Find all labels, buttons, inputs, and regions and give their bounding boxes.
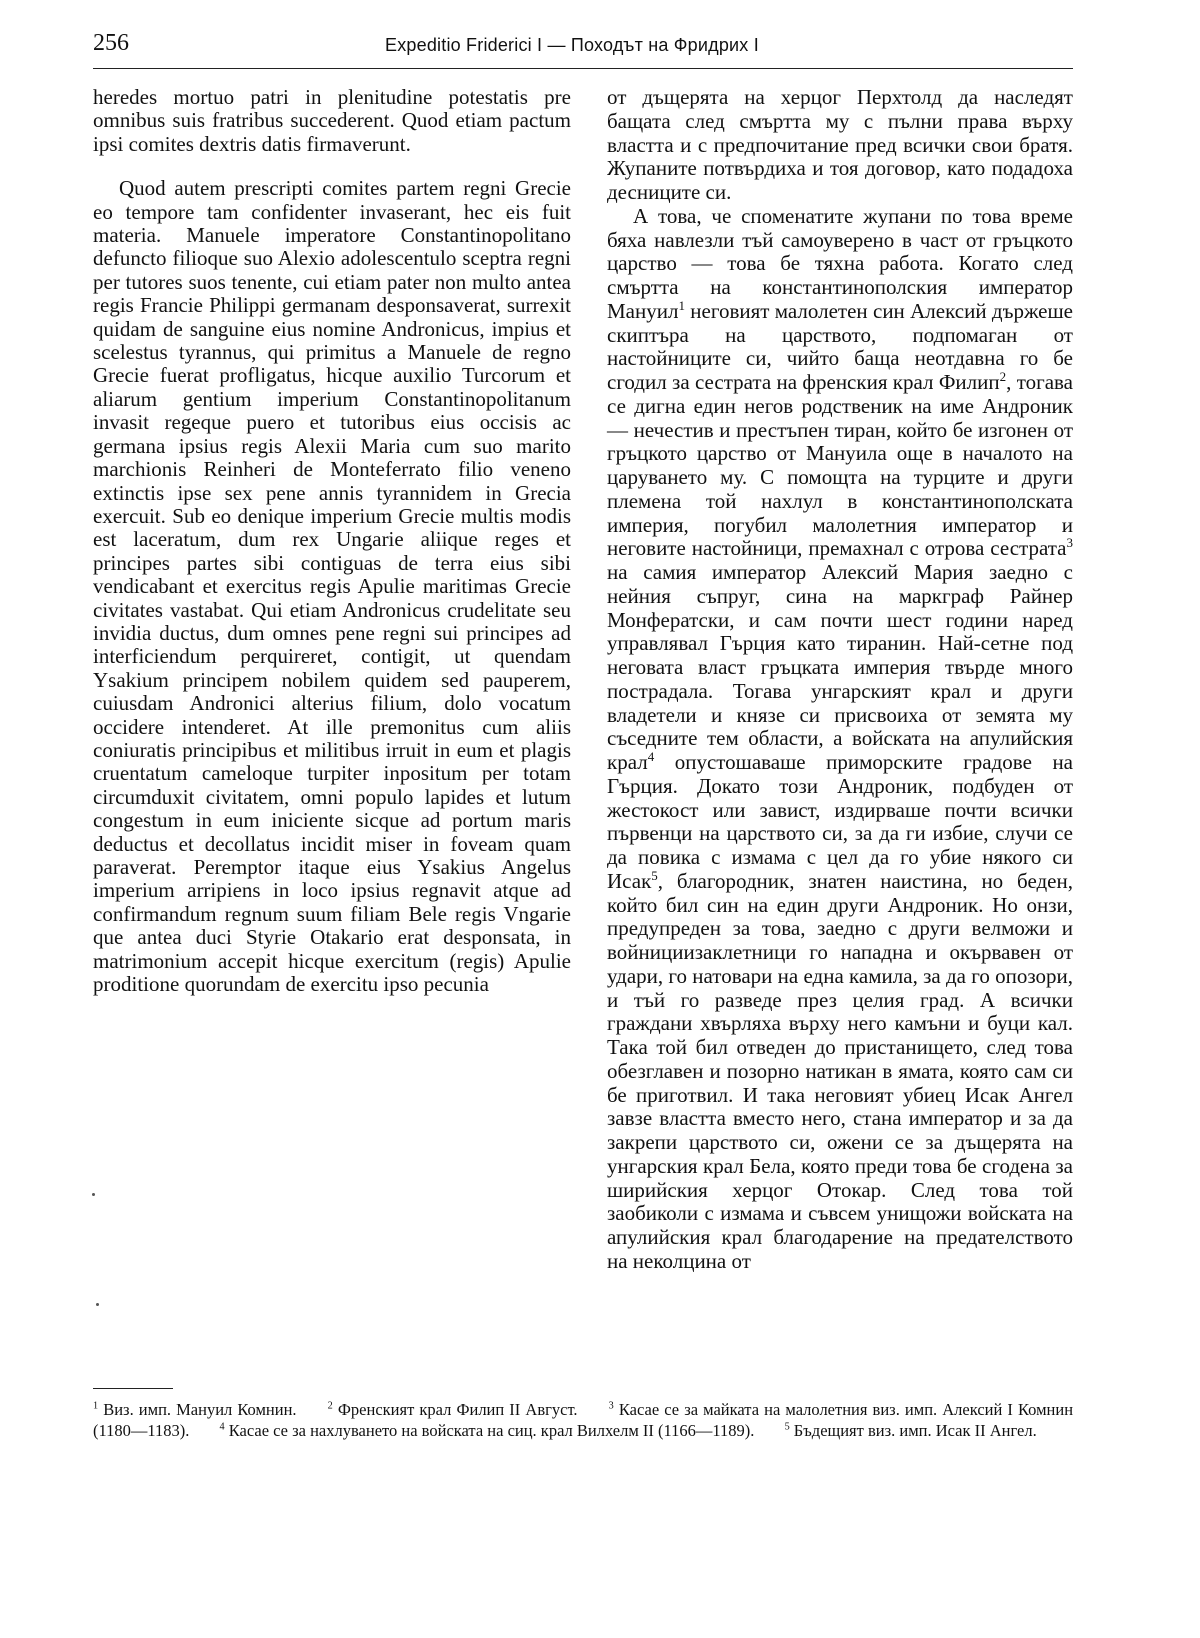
footnote-number: 4 [219, 1421, 225, 1433]
bulgarian-text-segment: неговият малолетен син Алексий държеше скиптъра на царството, подпомаган от настойниците си, чийто баща неотдавна го бе сгодил за сестрата на френския крал Филип [607, 298, 1073, 394]
footnote-text: Касае се за нахлуването на войската на сиц. крал Вилхелм II (1166—1189). [228, 1421, 755, 1440]
bulgarian-text-segment: , благородник, знатен наистина, но беден, който бил син на един други Андроник. Но онзи, предупреден за това, заедно с други велможи и войнициизаклетници го нападна и окървавен от удари, го натовари на една камила, за да го опозори, и тъй го разведе през целия град. А всички граждани хвърляха върху него камъни и буци кал. Така той бил отведен до пристанището, след това обезглавен и позорно натикан в ямата, която сам си бе приготвил. И така неговият убиец Исак Ангел завзе властта вместо него, стана император и за да закрепи царството си, ожени се за дъщерята на унгарския крал Бела, която преди това бе сгодена за ширийския херцог Отокар. След това той заобиколи с измама и съвсем унищожи войската на апулийския крал благодарение на предателството на неколцина от [607, 868, 1073, 1273]
bulgarian-text-segment: опустошаваше приморските градове на Гърция. Докато този Андроник, подбуден от жестокост или завист, издирваше почти всички първенци на царството си, за да ги избие, случи се да повика с измама с цел да го убие някого си Исак [607, 750, 1073, 893]
scan-speck [96, 1303, 99, 1306]
footnote-number: 1 [93, 1400, 99, 1412]
page-number: 256 [93, 30, 129, 56]
footnote-ref-3: 3 [1066, 535, 1073, 551]
footnote-number: 5 [784, 1421, 790, 1433]
footnote-text: Виз. имп. Мануил Комнин. [103, 1400, 297, 1419]
footnote-text: Френският крал Филип II Август. [337, 1400, 578, 1419]
footnote-1 [93, 1400, 297, 1419]
latin-paragraph-1: heredes mortuo patri in plenitudine potestatis pre omnibus suis fratribus succederent. Quod etiam pactum ipsi comites dextris datis firmaverunt. [93, 85, 571, 156]
latin-column [93, 86, 571, 996]
footnote-text: Бъдещият виз. имп. Исак II Ангел. [793, 1421, 1037, 1440]
footnote-rule [93, 1388, 173, 1389]
bulgarian-column [607, 86, 1073, 1274]
bulgarian-text-segment: на самия император Алексий Мария заедно с нейния съпруг, сина на маркграф Райнер Монфератски, и сам почти шест години наред управлявал Гърция като тиранин. Най-сетне под неговата власт гръцката империя твърде много пострадала. Тогава унгарският крал и други владетели и князе си присвоиха от земята му съседните тем области, а войската на апулийския крал [607, 560, 1073, 774]
footnotes [93, 1399, 1073, 1441]
footnote-2 [328, 1400, 578, 1419]
footnote-ref-1: 1 [678, 297, 685, 313]
scan-speck [92, 1193, 95, 1196]
bulgarian-paragraph-1: от дъщерята на херцог Перхтолд да наследят бащата след смъртта му с пълни права върху властта и с предпочитание пред всички свои братя. Жупаните потвърдиха и тоя договор, като подадоха десниците си. [607, 85, 1073, 204]
footnote-number: 2 [327, 1400, 333, 1412]
bulgarian-text-segment: , тогава се дигна един негов родственик на име Андроник — нечестив и престъпен тиран, който бе изгонен от гръцкото царство от Мануила още в началото на царуването му. С помощта на турците и други племена той нахлул в константинополската империя, погубил малолетния император и неговите настойници, премахнал с отрова сестрата [607, 370, 1073, 561]
footnote-ref-2: 2 [999, 369, 1007, 384]
latin-paragraph-2: Quod autem prescripti comites partem regni Grecie eo tempore tam confidenter invaserant, hec eis fuit materia. Manuele imperatore Constantinopolitano defuncto filioque suo Alexio adolescentulo sceptra regni per tutores suos tenente, cui etiam pater non multo antea regis Francie Philippi germanam desponsaverat, surrexit quidam de sanguine eius nomine Andronicus, impius et scelestus tyrannus, qui primitus a Manuele de regno Grecie fuerat profligatus, hicque auxilio Turcorum et aliarum gentium imperium Constantinopolitanum invasit regeque puero et tutoribus eius occisis ac germana ipsius regis Alexii Maria cum suo marito marchionis Reinheri de Monteferrato filio veneno extinctis ipse sex pene annis tyrannidem in Grecia exercuit. Sub eo denique imperium Grecie multis modis est laceratum, dum rex Ungarie aliique reges et principes partes sibi contiguas de terra eius sibi vendicabant et exercitus regis Apulie maritimas Grecie civitates vastabat. Qui etiam Andronicus crudelitate seu invidia ductus, dum omnes pene regni sui principes ad interficiendum perquireret, contigit, ut quendam Ysakium principem nobilem quidem sed pauperem, cuiusdam Andronici alterius filium, dolo vocatum occidere intenderet. At ille premonitus cum aliis coniuratis principibus et militibus irruit in eum et plagis cruentatum cameloque turpiter inpositum per totam circumduxit civitatem, omni populo lapides et lutum congestum in eum iniciente sicque ad portum maris deductus et decollatus incidit miser in foveam quam paraverat. Peremptor itaque eius Ysakius Angelus imperium arripiens in loco ipsius regnavit atque ad confirmandum regnum suum filiam Bele regis Vngarie que antea duci Styrie Otakario erat desponsata, in matrimonium accepit hicque exercitum (regis) Apulie proditione quorundam de exercitu ipso pecunia [93, 176, 571, 997]
bulgarian-text-segment: А това, че споменатите жупани по това време бяха навлезли тъй самоуверено в част от гръцкото царство — това бе тяхна работа. Когато след смъртта на константинополския император Мануил [607, 203, 1073, 323]
footnote-4 [220, 1421, 755, 1440]
running-title: Expeditio Friderici I — Походът на Фридрих I [385, 35, 759, 55]
bulgarian-paragraph-2 [607, 205, 1073, 1274]
footnote-ref-5: 5 [651, 867, 658, 883]
footnote-text: Касае се за майката на малолетния виз. имп. Алексий I Комнин (1180—1183). [93, 1400, 1074, 1440]
header-rule [93, 68, 1073, 69]
footnote-ref-4: 4 [647, 749, 655, 764]
footnote-number: 3 [608, 1400, 614, 1412]
footnote-5 [785, 1421, 1037, 1440]
